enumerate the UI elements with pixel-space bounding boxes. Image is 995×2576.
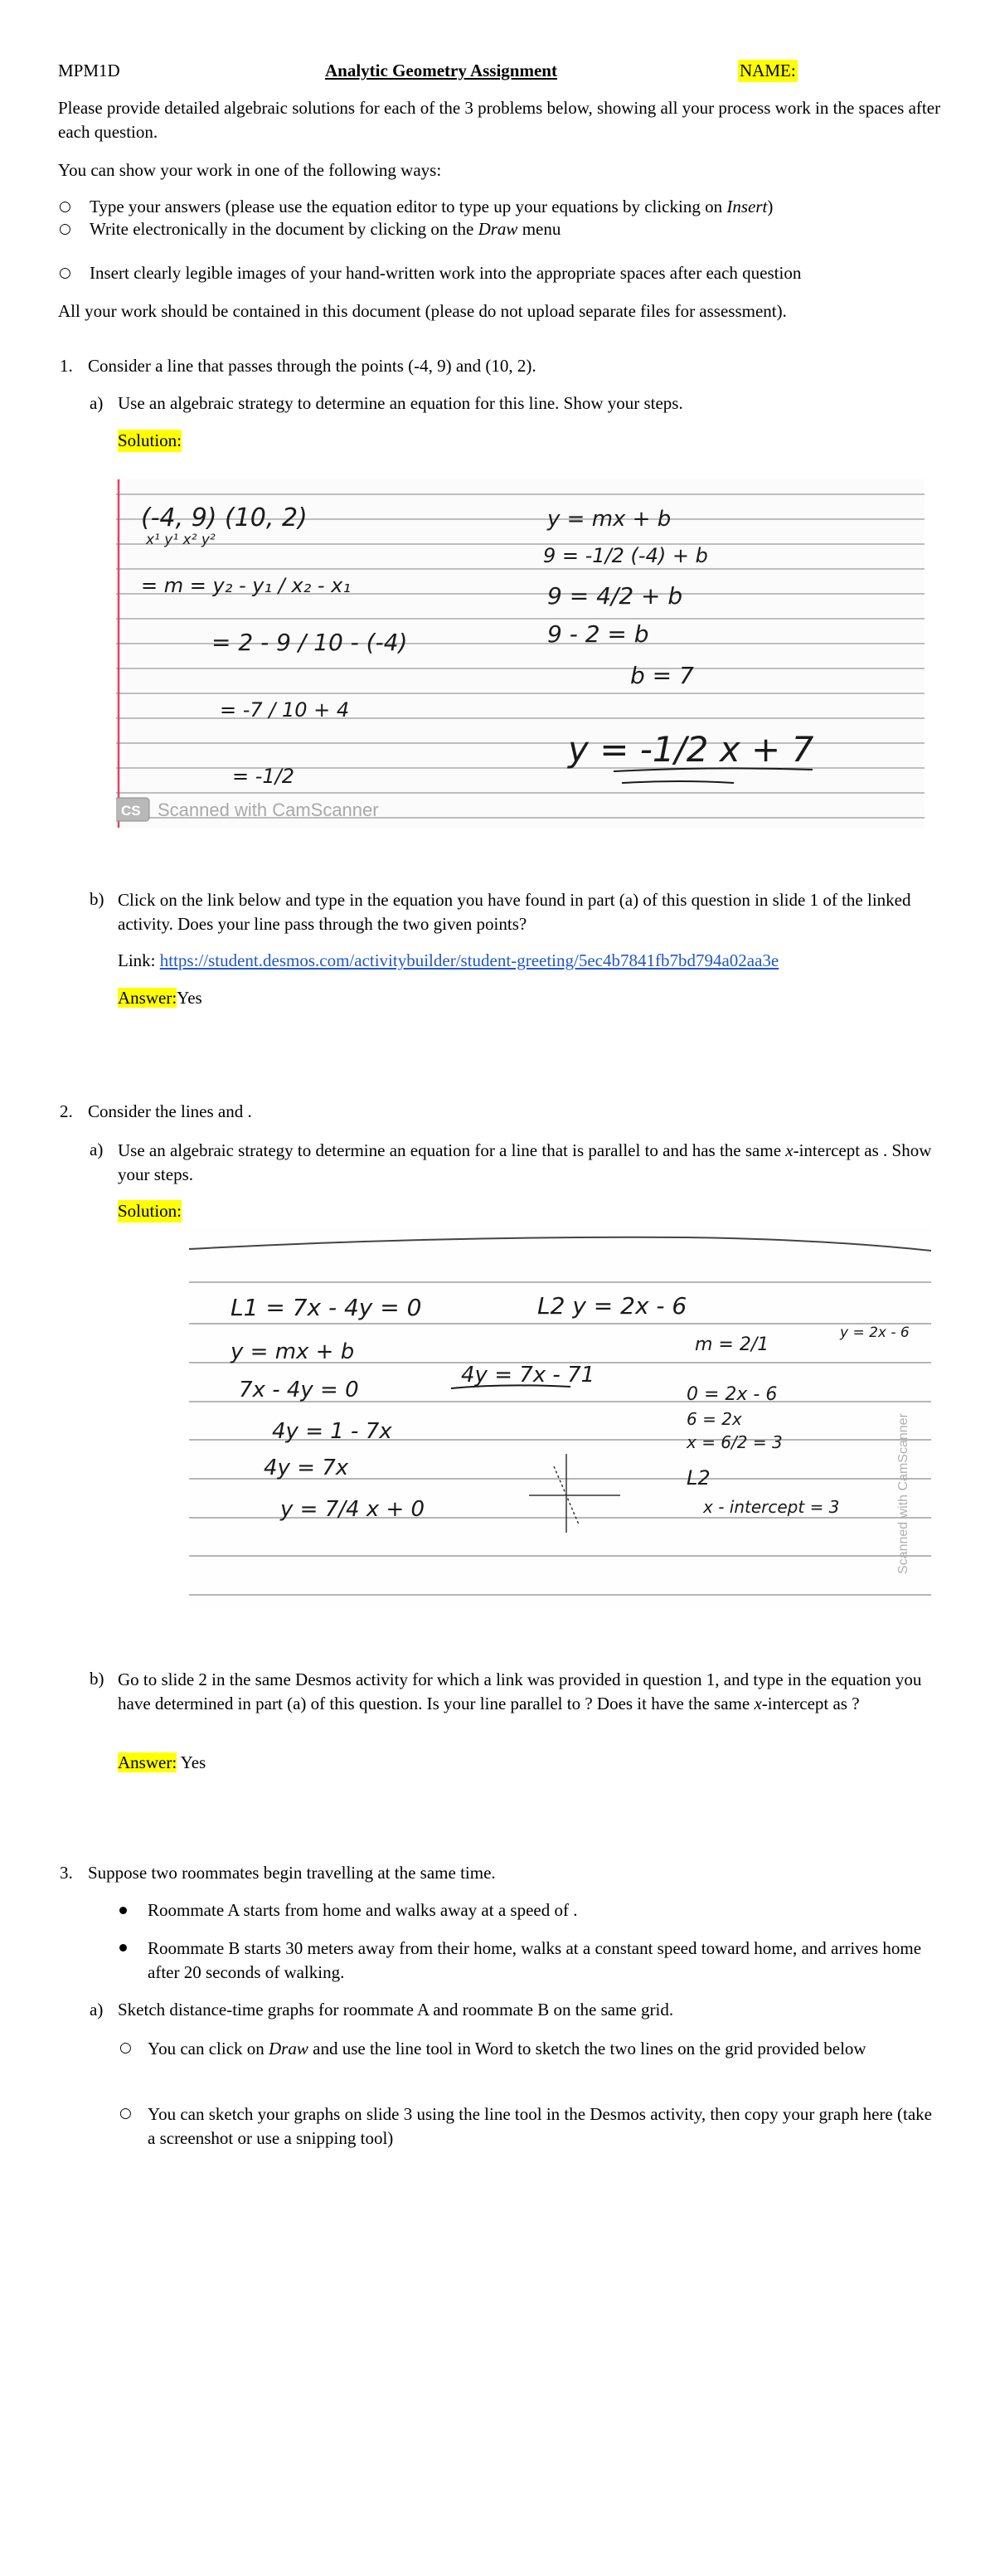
q2-solution-scan — [189, 1226, 931, 1607]
hw-line: y = -1/2 x + 7 — [568, 729, 814, 770]
course-code: MPM1D — [58, 61, 120, 80]
intro-paragraph: Please provide detailed algebraic solutions for each of the 3 problems below, showing all your process work in the spaces after each question. — [58, 98, 941, 142]
q3-bullet-a: Roommate A starts from home and walks away at a speed of . — [148, 1900, 578, 1920]
q2-number: 2. — [60, 1101, 73, 1121]
hw-line: (-4, 9) (10, 2) — [141, 503, 308, 532]
hw-line: m = 2/1 — [695, 1334, 769, 1355]
q1-handwritten-work — [116, 479, 925, 828]
hw-line: = -1/2 — [232, 765, 295, 788]
option-draw: Write electronically in the document by clicking on the Draw menu — [90, 219, 561, 239]
hw-line: 4y = 1 - 7x — [272, 1419, 392, 1444]
circle-bullet-icon: ○ — [59, 221, 71, 237]
hw-line: = 2 - 9 / 10 - (-4) — [211, 629, 408, 656]
desmos-link[interactable]: https://student.desmos.com/activitybuilder/student-greeting/5ec4b7841fb7bd794a02aa3e — [159, 950, 779, 970]
hw-line: 9 - 2 = b — [547, 620, 649, 648]
q1-text: Consider a line that passes through the points (-4, 9) and (10, 2). — [88, 356, 536, 376]
q1-link-row — [118, 950, 779, 972]
q2b-label: b) — [90, 1669, 104, 1689]
answer-value: Yes — [177, 988, 202, 1008]
q3-number: 3. — [60, 1863, 73, 1883]
q2b-text: Go to slide 2 in the same Desmos activity for which a link was provided in question 1, and type in the equation you have determined in part (a) of this question. Is your line parallel to ? Does it have the same x-intercept as ? — [118, 1670, 922, 1713]
camscanner-watermark: Scanned with CamScanner — [896, 1413, 910, 1574]
circle-bullet-icon: ○ — [119, 2039, 132, 2056]
q3-sub-desmos: You can sketch your graphs on slide 3 using the line tool in the Desmos activity, then copy your graph here (take a screenshot or use a snipping tool) — [148, 2104, 932, 2148]
hw-line: 9 = -1/2 (-4) + b — [543, 544, 708, 567]
hw-line: L2 y = 2x - 6 — [537, 1292, 687, 1320]
hw-line: L1 = 7x - 4y = 0 — [231, 1294, 422, 1321]
hw-line: y = 2x - 6 — [840, 1324, 910, 1341]
hw-line: 4y = 7x — [264, 1456, 349, 1480]
hw-line: = m = y₂ - y₁ / x₂ - x₁ — [141, 574, 351, 597]
hw-line: y = mx + b — [231, 1339, 355, 1364]
document-title: Analytic Geometry Assignment — [325, 61, 557, 80]
hw-line: y = mx + b — [547, 507, 672, 532]
hw-line: = -7 / 10 + 4 — [220, 698, 350, 722]
q3-sub-draw: You can click on Draw and use the line tool in Word to sketch the two lines on the grid provided below — [148, 2039, 866, 2058]
q1b-label: b) — [90, 889, 104, 909]
bullet-dot-icon — [119, 1907, 127, 1914]
q2-text: Consider the lines and . — [88, 1101, 252, 1121]
answer-label: Answer: — [118, 1752, 177, 1772]
intro-ways: You can show your work in one of the following ways: — [58, 160, 442, 180]
hw-line: y = 7/4 x + 0 — [280, 1497, 425, 1522]
hw-line: 9 = 4/2 + b — [547, 582, 683, 610]
q1a-text: Use an algebraic strategy to determine an equation for this line. Show your steps. — [118, 393, 683, 413]
hw-line: b = 7 — [630, 662, 694, 689]
circle-bullet-icon: ○ — [59, 265, 71, 281]
q1-number: 1. — [60, 356, 73, 376]
hw-line: 4y = 7x - 71 — [461, 1363, 595, 1388]
hw-line: L2 — [687, 1466, 711, 1490]
q3a-label: a) — [90, 2000, 104, 2019]
q2-solution-label: Solution: — [118, 1200, 182, 1222]
q3a-text: Sketch distance-time graphs for roommate A and roommate B on the same grid. — [118, 2000, 674, 2019]
camscanner-watermark: Scanned with CamScanner — [158, 800, 379, 820]
q1a-label: a) — [90, 393, 104, 413]
q3-bullet-b: Roommate B starts 30 meters away from their home, walks at a constant speed toward home, and arrives home after 20 seconds of walking. — [148, 1938, 922, 1982]
q2a-label: a) — [90, 1140, 104, 1159]
hw-line: 0 = 2x - 6 — [687, 1384, 778, 1405]
sketched-graph — [529, 1454, 620, 1533]
q2-answer-row — [118, 1752, 206, 1774]
q1-answer-row — [118, 987, 202, 1009]
name-label[interactable]: NAME: — [738, 60, 798, 82]
intro-instructions: All your work should be contained in this document (please do not upload separate files for assessment). — [58, 301, 787, 321]
hw-line: 7x - 4y = 0 — [239, 1378, 359, 1402]
hw-line: x - intercept = 3 — [703, 1497, 840, 1517]
answer-value: Yes — [180, 1752, 206, 1772]
q2a-text: Use an algebraic strategy to determine an equation for a line that is parallel to and has the same x-intercept as . Show your steps. — [118, 1140, 932, 1184]
camscanner-badge: CS — [121, 803, 141, 819]
q2-handwritten-work — [189, 1226, 931, 1607]
bullet-dot-icon — [119, 1944, 127, 1951]
q1b-text: Click on the link below and type in the equation you have found in part (a) of this question in slide 1 of the linked activity. Does your line pass through the two given points? — [118, 890, 911, 934]
hw-line: 6 = 2x — [687, 1409, 742, 1429]
hw-line: x¹ y¹ x² y² — [146, 532, 216, 548]
answer-label: Answer: — [118, 988, 177, 1008]
hw-line: x = 6/2 = 3 — [687, 1432, 783, 1452]
link-label: Link: — [118, 950, 160, 970]
q3-text: Suppose two roommates begin travelling at the same time. — [88, 1863, 496, 1883]
option-images: Insert clearly legible images of your hand-written work into the appropriate spaces after each question — [90, 263, 802, 283]
circle-bullet-icon: ○ — [119, 2105, 132, 2122]
circle-bullet-icon: ○ — [59, 198, 71, 215]
option-type: Type your answers (please use the equation editor to type up your equations by clicking on Insert) — [90, 197, 774, 216]
q1-solution-label: Solution: — [118, 430, 182, 452]
q1-solution-scan — [116, 479, 925, 828]
